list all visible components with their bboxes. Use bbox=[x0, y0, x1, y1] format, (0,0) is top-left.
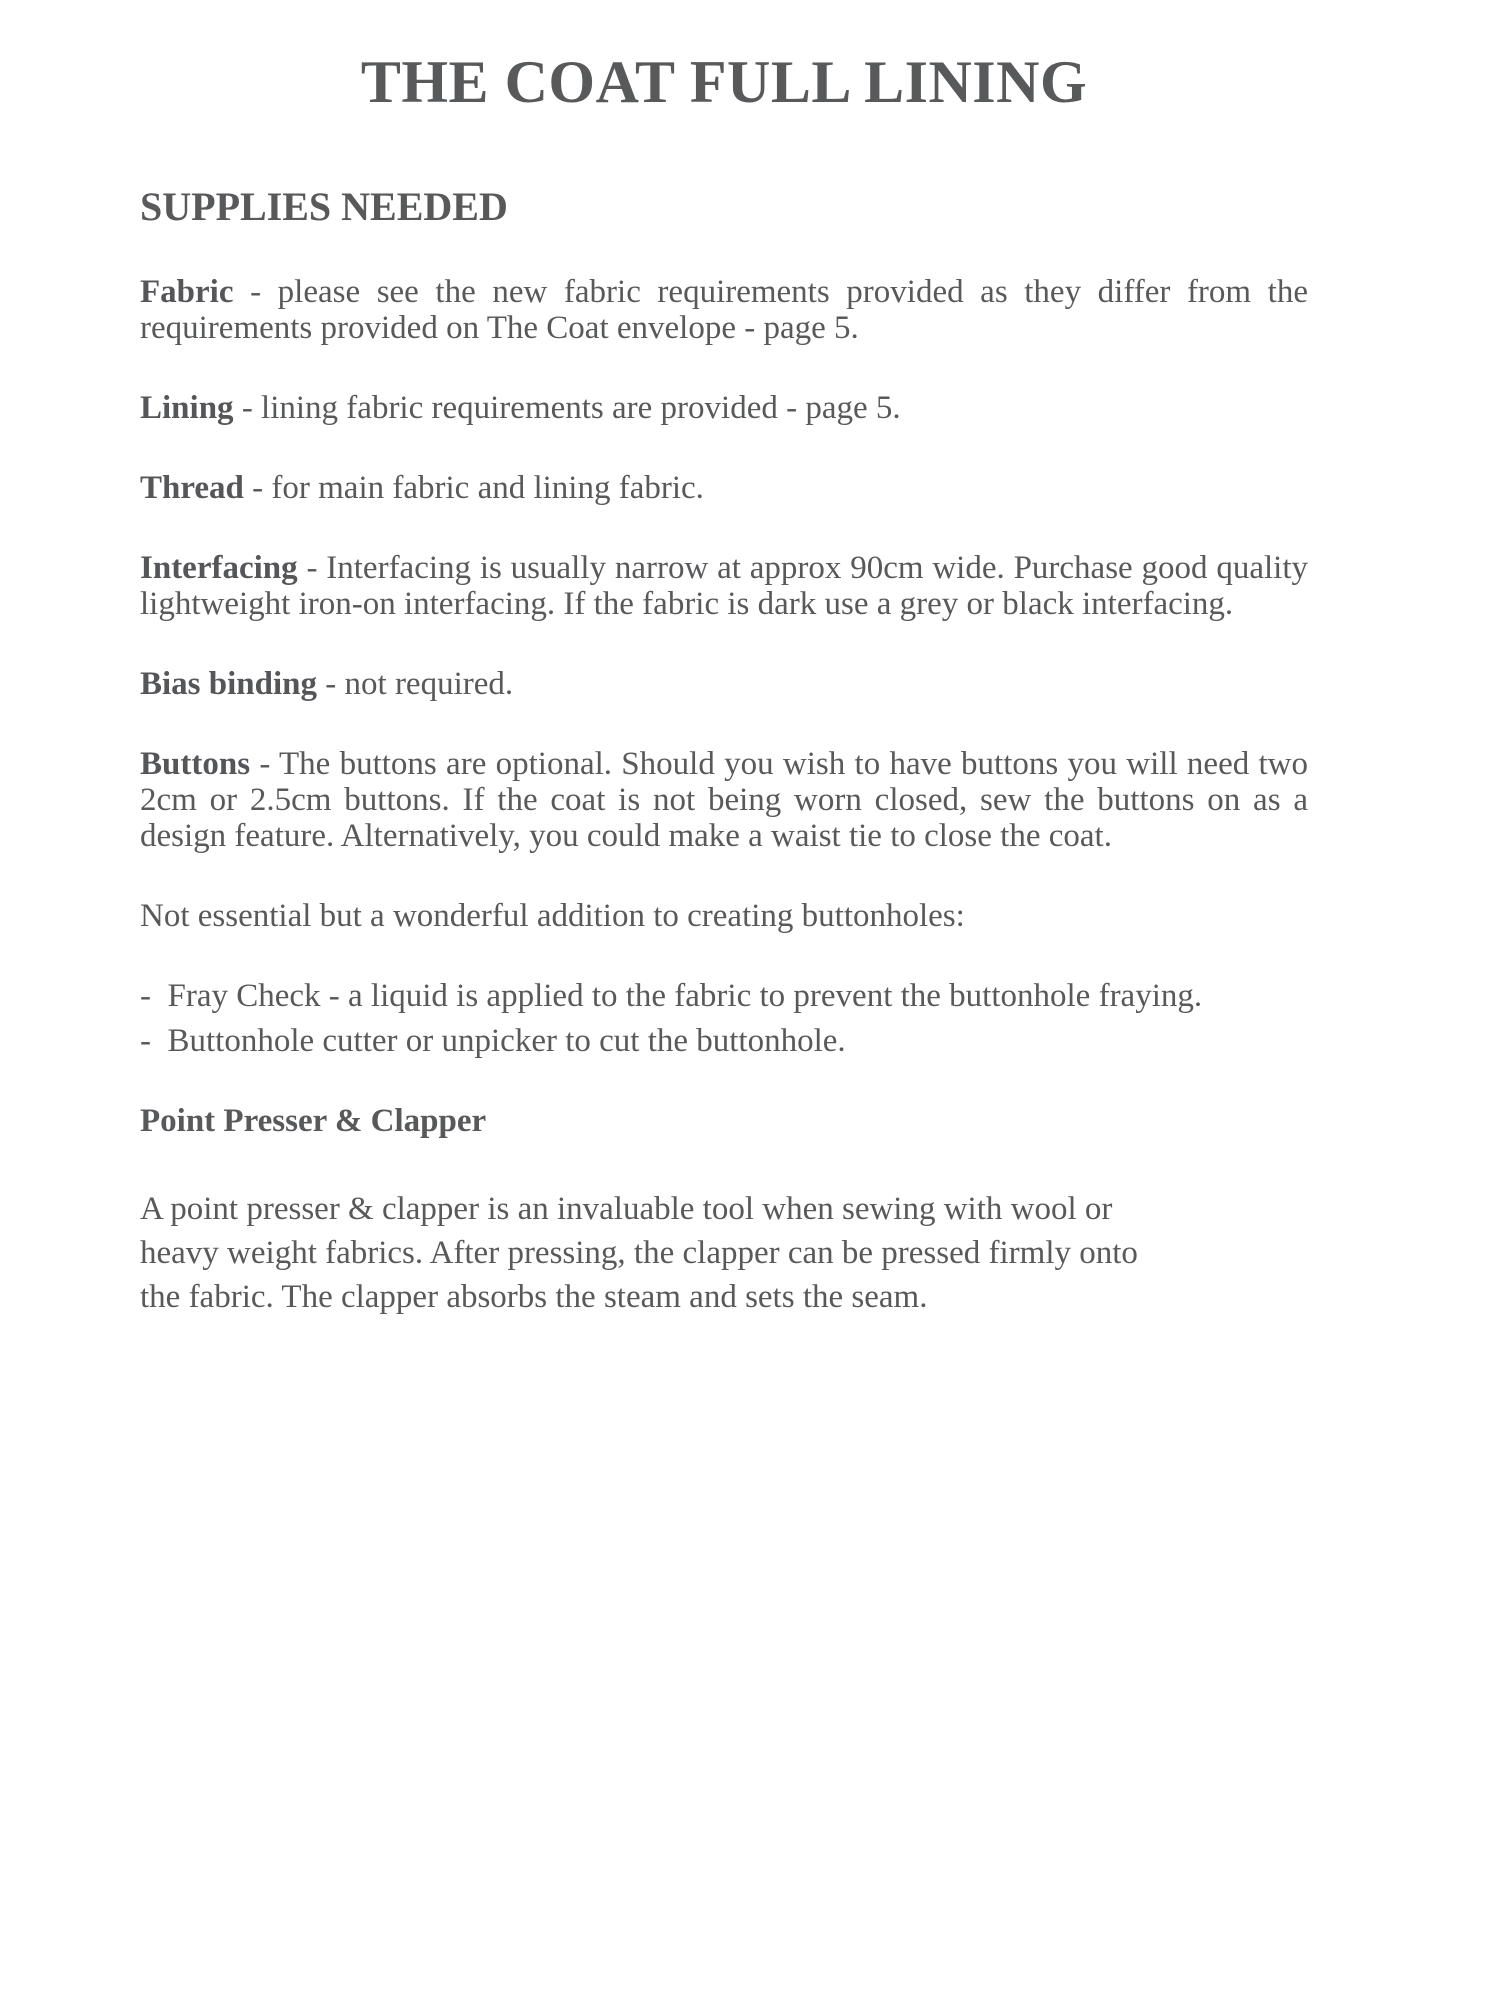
supply-item-fabric bbox=[140, 274, 1308, 346]
supply-item-interfacing bbox=[140, 550, 1308, 622]
supply-label-thread: Thread bbox=[140, 470, 244, 506]
supply-text-fabric: - please see the new fabric requirements provided as they differ from the requirements provided on The Coat envelope - page 5. bbox=[140, 274, 1308, 346]
supply-label-bias-binding: Bias binding bbox=[140, 666, 318, 702]
supply-item-buttons bbox=[140, 746, 1308, 854]
supply-text-bias-binding: - not required. bbox=[317, 666, 514, 702]
supply-item-bias-binding bbox=[140, 666, 1308, 702]
supply-label-fabric: Fabric bbox=[140, 274, 234, 310]
closing-paragraph: A point presser & clapper is an invaluable tool when sewing with wool or heavy weight fabrics. After pressing, the clapper can be pressed firmly onto the fabric. The clapper absorbs the steam and sets the seam. bbox=[140, 1191, 1138, 1315]
supply-text-thread: - for main fabric and lining fabric. bbox=[243, 470, 704, 506]
note-buttonholes: Not essential but a wonderful addition to creating buttonholes: bbox=[140, 898, 965, 934]
supply-text-interfacing: - Interfacing is usually narrow at approx 90cm wide. Purchase good quality lightweight iron-on interfacing. If the fabric is dark use a grey or black interfacing. bbox=[140, 550, 1308, 622]
section-heading-supplies-needed: SUPPLIES NEEDED bbox=[140, 184, 508, 229]
supply-item-thread bbox=[140, 470, 1308, 506]
page-title: THE COAT FULL LINING bbox=[360, 49, 1088, 115]
supply-label-buttons: Buttons bbox=[140, 746, 251, 782]
supply-label-lining: Lining bbox=[140, 390, 234, 426]
supply-label-interfacing: Interfacing bbox=[140, 550, 298, 586]
bullet-fray-check: - Fray Check - a liquid is applied to the fabric to prevent the buttonhole fraying. bbox=[140, 978, 1203, 1014]
bullet-buttonhole-cutter: - Buttonhole cutter or unpicker to cut the buttonhole. bbox=[140, 1023, 846, 1059]
supply-text-buttons: - The buttons are optional. Should you wish to have buttons you will need two 2cm or 2.5cm buttons. If the coat is not being worn closed, sew the buttons on as a design feature. Alternatively, you could make a waist tie to close the coat. bbox=[140, 746, 1308, 854]
supply-text-lining: - lining fabric requirements are provided - page 5. bbox=[233, 390, 901, 426]
supply-item-lining bbox=[140, 390, 1308, 426]
subheading-point-presser-clapper: Point Presser & Clapper bbox=[140, 1103, 487, 1139]
